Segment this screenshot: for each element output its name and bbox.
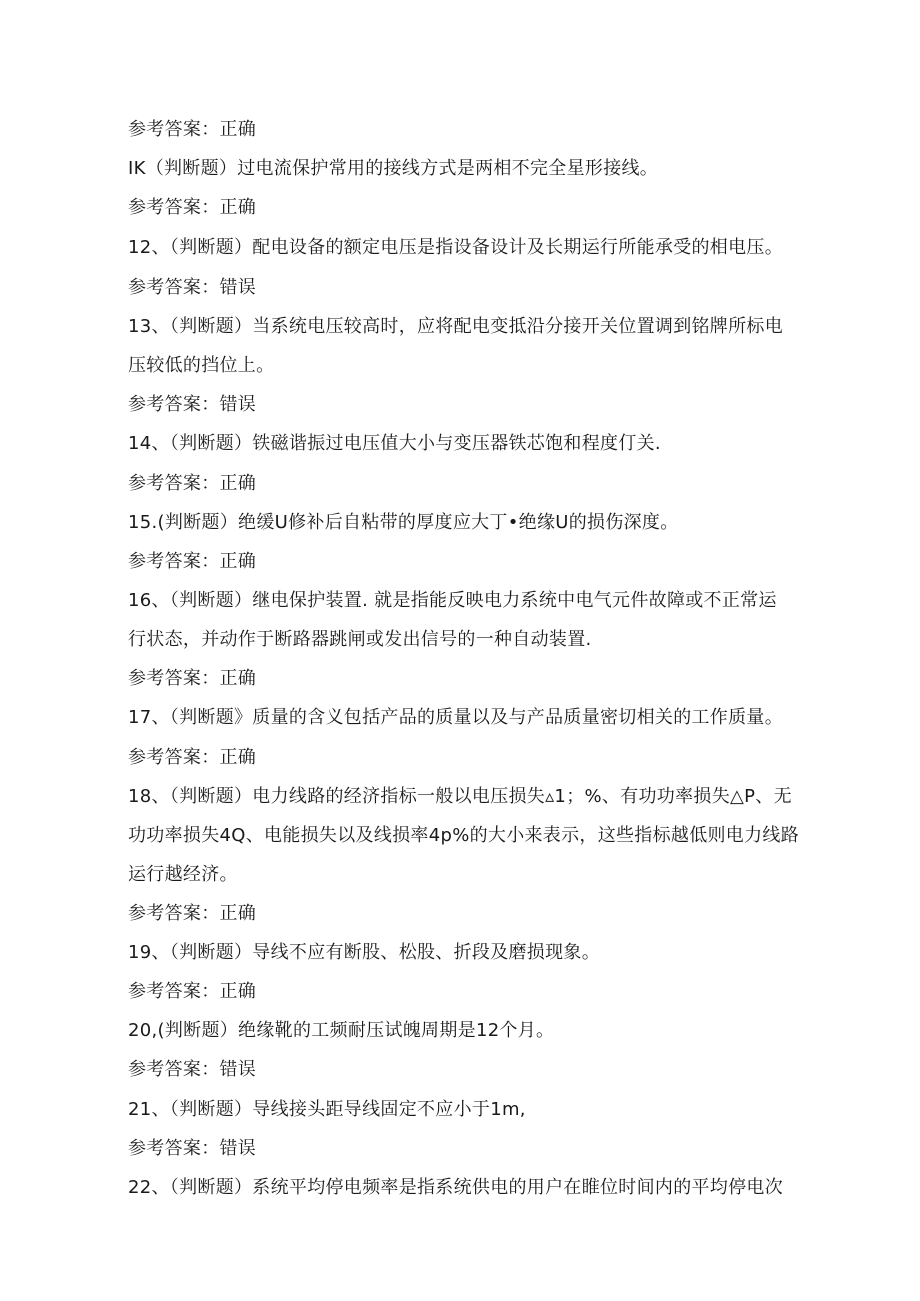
- question-line: 19、（判断题）导线不应有断股、松股、折段及磨损现象。: [128, 942, 601, 963]
- question-line: 18、（判断题）电力线路的经济指标一般以电压损失▵1；%、有功功率损失△P、无: [128, 786, 792, 807]
- question-line: 14、（判断题）铁磁谐振过电压值大小与变压器铁芯饱和程度仃关.: [128, 433, 661, 454]
- answer-line: 参考答案：正确: [128, 473, 257, 494]
- question-line: 12、（判断题）配电设备的额定电压是指设备设计及长期运行所能承受的相电压。: [128, 237, 784, 258]
- answer-line: 参考答案：正确: [128, 903, 257, 924]
- question-line-continued: 压较低的挡位上。: [128, 355, 275, 376]
- question-line: 15.(判断题）绝缓U修补后自粘带的厚度应大丁•绝缘U的损伤深度。: [128, 512, 679, 533]
- question-line: 20,(判断题）绝缘靴的工频耐压试魄周期是12个月。: [128, 1020, 555, 1041]
- question-line: 13、（判断题）当系统电压较高时，应将配电变抵沿分接开关位置调到铭牌所标电: [128, 316, 784, 337]
- answer-line: 参考答案：错误: [128, 277, 257, 298]
- answer-line: 参考答案：错误: [128, 1059, 257, 1080]
- question-line-continued: 运行越经济。: [128, 864, 238, 885]
- question-line: IK（判断题）过电流保护常用的接线方式是两相不完全星形接线。: [128, 158, 659, 179]
- answer-line: 参考答案：正确: [128, 747, 257, 768]
- question-line: 17、（判断题》质量的含义包括产品的质量以及与产品质量密切相关的工作质量。: [128, 707, 784, 728]
- question-line: 22、（判断题）系统平均停电频率是指系统供电的用户在睢位时间内的平均停电次: [128, 1177, 784, 1198]
- question-line: 16、（判断题）继电保护装置. 就是指能反映电力系统中电气元件故障或不正常运: [128, 590, 777, 611]
- answer-line: 参考答案：正确: [128, 668, 257, 689]
- answer-line: 参考答案：正确: [128, 551, 257, 572]
- question-line-continued: 功功率损失4Q、电能损失以及线损率4p%的大小来表示，这些指标越低则电力线路: [128, 825, 799, 846]
- answer-line: 参考答案：正确: [128, 981, 257, 1002]
- answer-line: 参考答案：错误: [128, 394, 257, 415]
- answer-line: 参考答案：错误: [128, 1138, 257, 1159]
- question-line: 21、（判断题）导线接头距导线固定不应小于1m,: [128, 1099, 526, 1120]
- answer-line: 参考答案：正确: [128, 119, 257, 140]
- answer-line: 参考答案：正确: [128, 197, 257, 218]
- question-line-continued: 行状态，并动作于断路器跳闸或发出信号的一种自动装置.: [128, 629, 592, 650]
